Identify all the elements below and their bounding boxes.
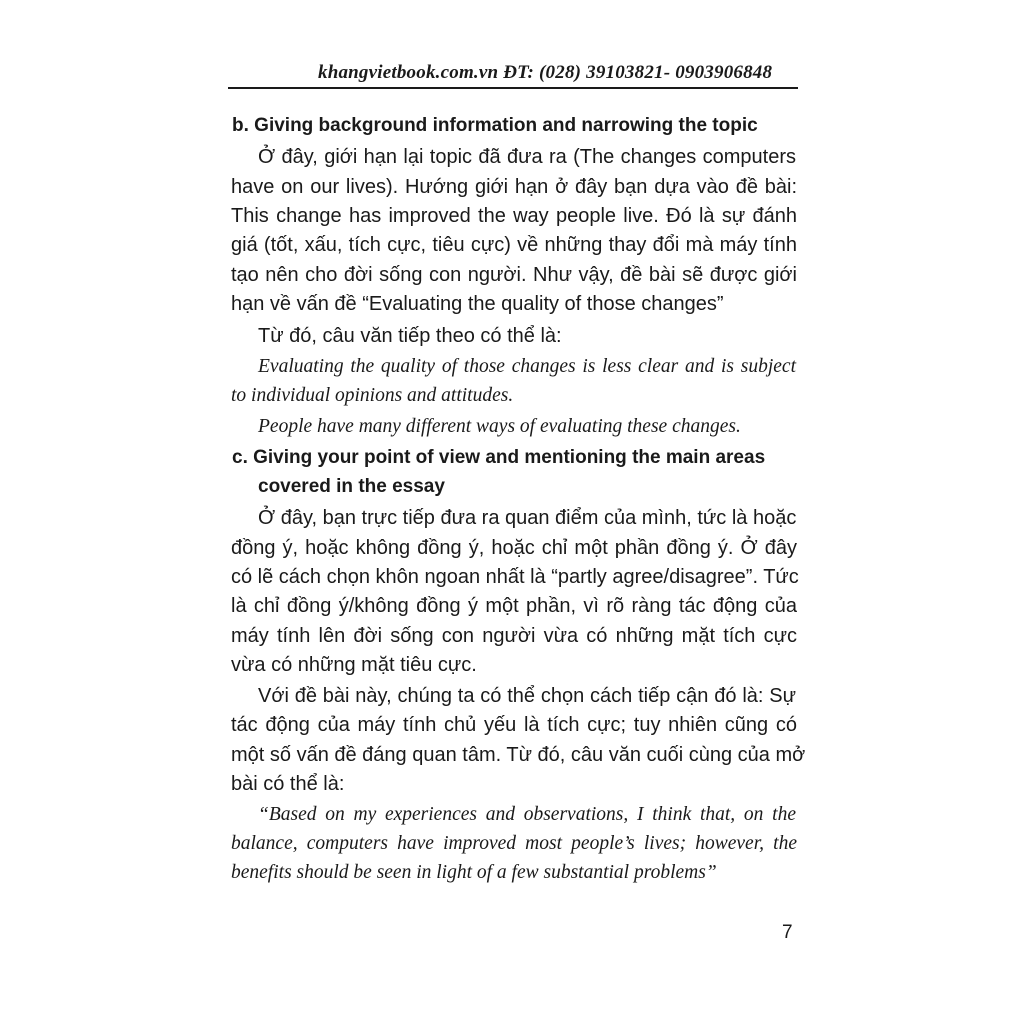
- header-text: khangvietbook.com.vn ĐT: (028) 39103821- 0903906848: [318, 62, 773, 83]
- section-c-para1-line: là chỉ đồng ý/không đồng ý một phần, vì rõ ràng tác động của: [231, 595, 797, 617]
- page-number: 7: [782, 922, 793, 943]
- section-c-heading-line1: c. Giving your point of view and mentioning the main areas: [232, 447, 766, 468]
- section-c-para2-line: tác động của máy tính chủ yếu là tích cực; tuy nhiên cũng có: [231, 714, 797, 736]
- section-c-para2-line: bài có thể là:: [231, 773, 345, 795]
- section-c-heading-line2: covered in the essay: [258, 476, 445, 497]
- section-b-para1-line: Ở đây, giới hạn lại topic đã đưa ra (The changes computers: [258, 146, 796, 168]
- section-b-example1-line: Evaluating the quality of those changes is less clear and is subject: [258, 356, 796, 377]
- section-c-para2-line: một số vấn đề đáng quan tâm. Từ đó, câu văn cuối cùng của mở: [231, 744, 806, 766]
- section-b-heading: b. Giving background information and narrowing the topic: [232, 115, 758, 136]
- section-c-quote-line: benefits should be seen in light of a few substantial problems”: [231, 862, 717, 883]
- section-b-para1-line: This change has improved the way people live. Đó là sự đánh: [231, 205, 797, 227]
- section-c-para1-line: có lẽ cách chọn khôn ngoan nhất là “partly agree/disagree”. Tức: [231, 566, 799, 588]
- section-c-quote-line: “Based on my experiences and observations, I think that, on the: [258, 804, 796, 825]
- section-c-para1-line: Ở đây, bạn trực tiếp đưa ra quan điểm của mình, tức là hoặc: [258, 507, 797, 529]
- section-c-quote-line: balance, computers have improved most people’s lives; however, the: [231, 833, 797, 854]
- section-c-para1-line: vừa có những mặt tiêu cực.: [231, 654, 477, 676]
- header-rule: [228, 87, 798, 89]
- section-b-para1-line: have on our lives). Hướng giới hạn ở đây bạn dựa vào đề bài:: [231, 176, 797, 198]
- section-b-example1-line: to individual opinions and attitudes.: [231, 385, 514, 406]
- section-b-para1-line: giá (tốt, xấu, tích cực, tiêu cực) về những thay đổi mà máy tính: [231, 234, 797, 256]
- section-b-para2: Từ đó, câu văn tiếp theo có thể là:: [258, 325, 562, 347]
- section-b-para1-line: tạo nên cho đời sống con người. Như vậy, đề bài sẽ được giới: [231, 264, 797, 286]
- section-c-para1-line: đồng ý, hoặc không đồng ý, hoặc chỉ một phần đồng ý. Ở đây: [231, 537, 797, 559]
- section-b-example2: People have many different ways of evaluating these changes.: [258, 416, 741, 437]
- section-c-para1-line: máy tính lên đời sống con người vừa có những mặt tích cực: [231, 625, 797, 647]
- section-c-para2-line: Với đề bài này, chúng ta có thể chọn cách tiếp cận đó là: Sự: [258, 685, 796, 707]
- section-b-para1-line: hạn về vấn đề “Evaluating the quality of those changes”: [231, 293, 724, 315]
